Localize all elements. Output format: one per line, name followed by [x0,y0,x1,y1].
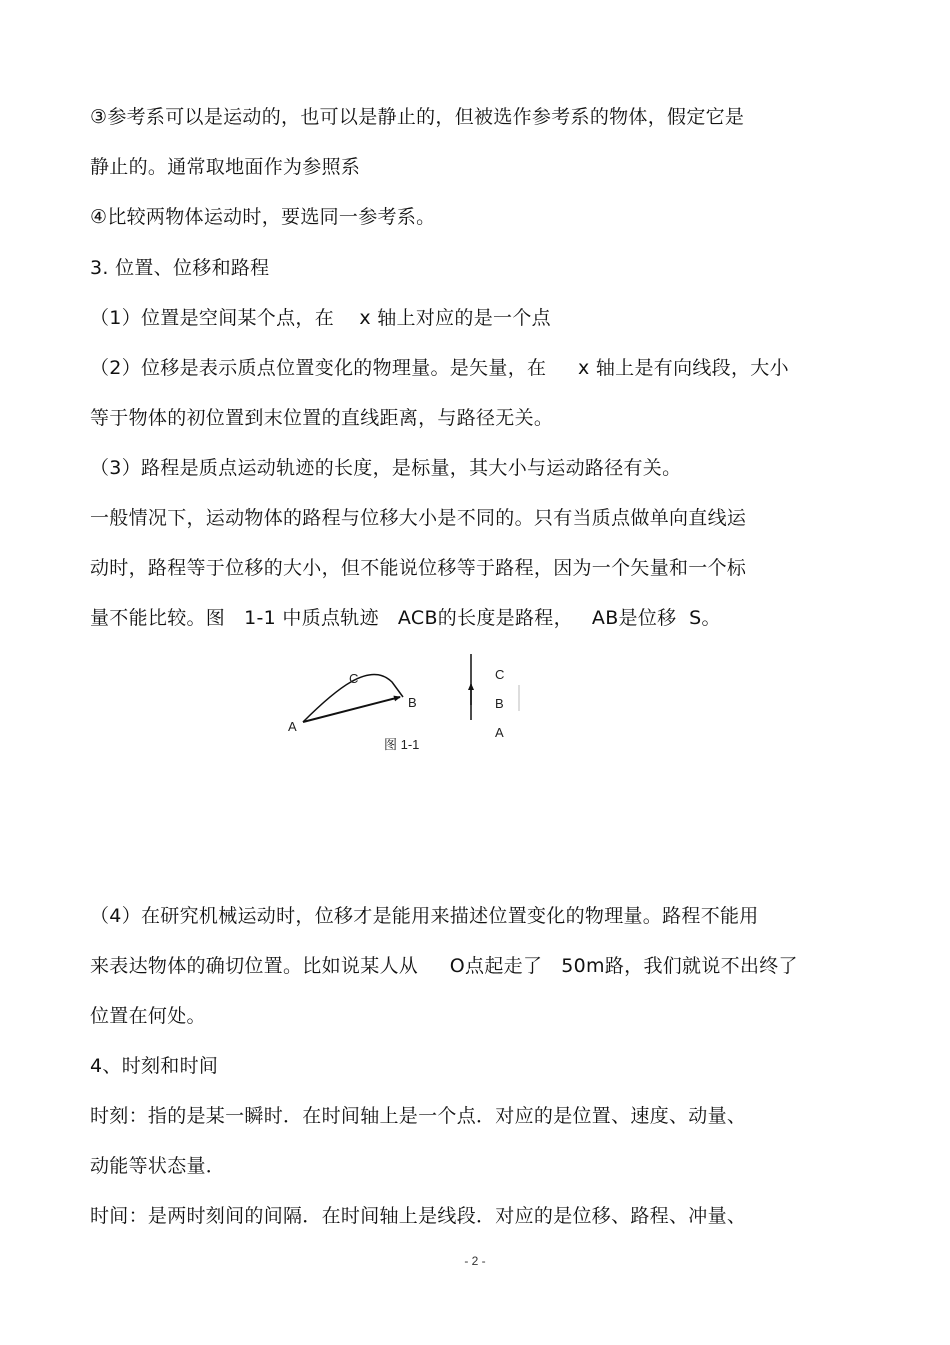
paragraph-line: （3）路程是质点运动轨迹的长度，是标量，其大小与运动路径有关。 [90,457,682,479]
paragraph-line: 量不能比较。图 1-1 中质点轨迹 ACB的长度是路程， AB是位移 S。 [90,607,721,629]
page-number: - 2 - [464,1254,486,1268]
displacement-ab-arrow [303,697,400,722]
paragraph-line: （4）在研究机械运动时，位移才是能用来描述位置变化的物理量。路程不能用 [90,905,759,927]
paragraph-line: 位置在何处。 [90,1005,206,1027]
paragraph-line: 一般情况下，运动物体的路程与位移大小是不同的。只有当质点做单向直线运 [90,507,747,529]
label-a-left: A [288,719,297,734]
paragraph-line: ③参考系可以是运动的，也可以是静止的，但被选作参考系的物体，假定它是 [90,106,745,128]
label-a-right: A [495,725,504,740]
paragraph-line: 时刻：指的是某一瞬时．在时间轴上是一个点．对应的是位置、速度、动量、 [90,1105,747,1127]
label-c-right: C [495,667,505,682]
figure-caption: 图 1-1 [384,737,420,752]
section-heading: 4、时刻和时间 [90,1055,219,1077]
paragraph-line: 静止的。通常取地面作为参照系 [90,156,361,178]
paragraph-line: （2）位移是表示质点位置变化的物理量。是矢量，在 x 轴上是有向线段，大小 [90,357,789,379]
paragraph-line: 来表达物体的确切位置。比如说某人从 O点起走了 50m路，我们就说不出终了 [90,955,798,977]
section-heading: 3. 位置、位移和路程 [90,257,270,279]
paragraph-line: ④比较两物体运动时，要选同一参考系。 [90,206,436,228]
paragraph-line: 时间：是两时刻间的间隔．在时间轴上是线段．对应的是位移、路程、冲量、 [90,1205,747,1227]
label-b-left: B [408,695,417,710]
label-b-right: B [495,696,504,711]
paragraph-line: 动能等状态量． [90,1155,226,1177]
paragraph-line: 等于物体的初位置到末位置的直线距离，与路径无关。 [90,407,554,429]
paragraph-line: （1）位置是空间某个点，在 x 轴上对应的是一个点 [90,307,551,329]
label-c-left: C [349,671,359,686]
paragraph-line: 动时，路程等于位移的大小，但不能说位移等于路程，因为一个矢量和一个标 [90,557,747,579]
